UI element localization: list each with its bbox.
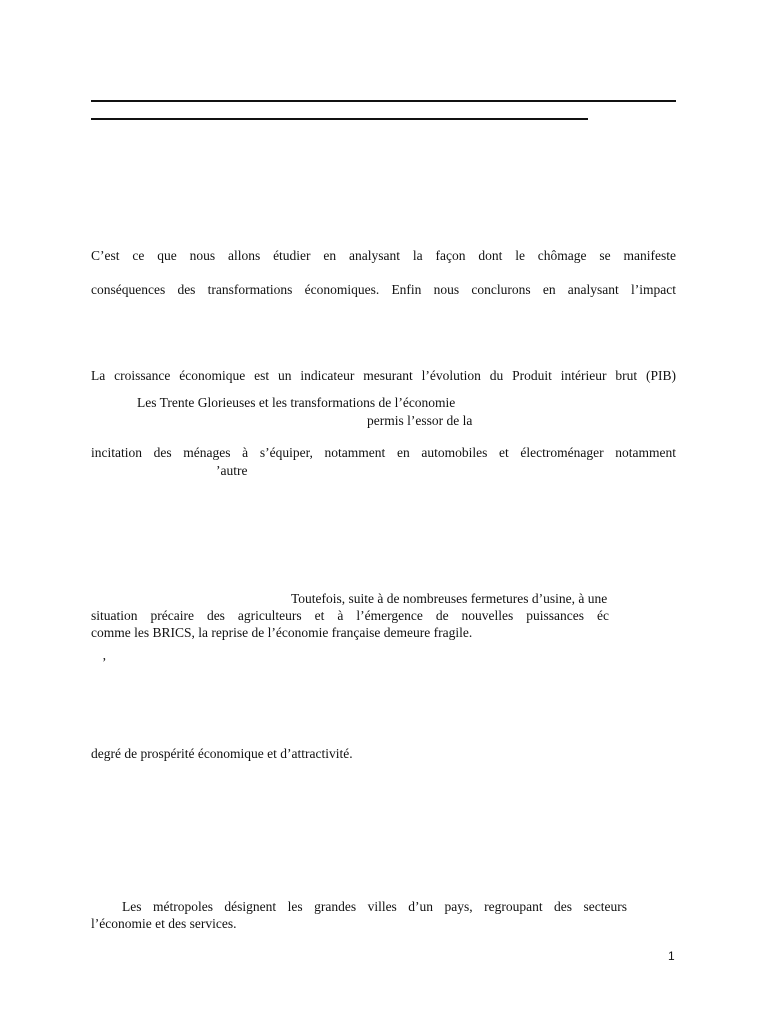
paragraph-line: degré de prospérité économique et d’attractivité. bbox=[91, 746, 353, 761]
paragraph-line: ’autre bbox=[216, 463, 248, 478]
paragraph-line: permis l’essor de la bbox=[367, 413, 473, 428]
top-rule-long bbox=[91, 100, 676, 102]
paragraph-line: Toutefois, suite à de nombreuses fermetures d’usine, à une bbox=[291, 591, 608, 606]
stray-apostrophe: ’ bbox=[102, 655, 107, 670]
paragraph-line: C’est ce que nous allons étudier en analysant la façon dont le chômage se manifeste bbox=[91, 248, 676, 263]
section-heading: Les Trente Glorieuses et les transformations de l’économie bbox=[137, 395, 456, 410]
page-number: 1 bbox=[668, 949, 675, 963]
paragraph-line: conséquences des transformations économiques. Enfin nous conclurons en analysant l’impact bbox=[91, 282, 676, 297]
paragraph-line: l’économie et des services. bbox=[91, 916, 237, 931]
paragraph-line: La croissance économique est un indicateur mesurant l’évolution du Produit intérieur brut (PIB) bbox=[91, 368, 676, 383]
paragraph-line: situation précaire des agriculteurs et à l’émergence de nouvelles puissances éc bbox=[91, 608, 609, 623]
top-rule-short bbox=[91, 118, 588, 120]
paragraph-line: comme les BRICS, la reprise de l’économie française demeure fragile. bbox=[91, 625, 473, 640]
paragraph-line: incitation des ménages à s’équiper, notamment en automobiles et électroménager notamment bbox=[91, 445, 676, 460]
paragraph-line: Les métropoles désignent les grandes villes d’un pays, regroupant des secteurs bbox=[122, 899, 627, 914]
